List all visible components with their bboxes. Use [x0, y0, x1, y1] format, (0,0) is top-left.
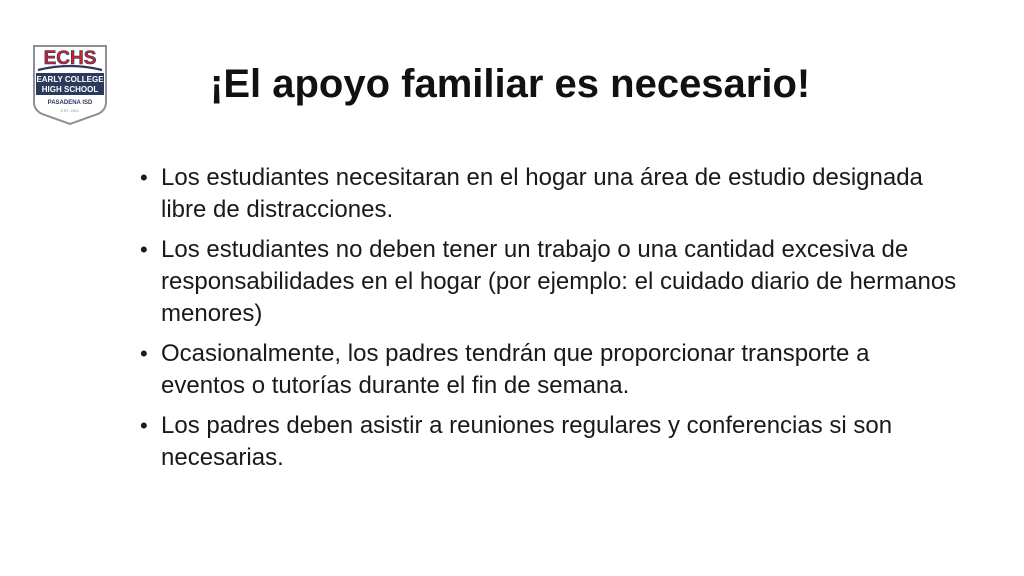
bullet-marker: •	[140, 413, 148, 438]
bullet-item	[138, 410, 958, 474]
bullet-text: Los estudiantes necesitaran en el hogar una área de estudio designada libre de distracciones.	[161, 164, 923, 223]
logo-district: PASADENA ISD	[47, 100, 93, 106]
logo-est: EST. 2011	[60, 108, 80, 113]
bullet-marker: •	[140, 341, 148, 366]
slide-title: ¡El apoyo familiar es necesario!	[210, 62, 811, 106]
logo-monogram: ECHS	[43, 48, 97, 69]
logo-line1: EARLY COLLEGE	[36, 75, 104, 84]
bullet-item	[138, 338, 958, 402]
bullet-text: Los estudiantes no deben tener un trabajo o una cantidad excesiva de responsabilidades en el hogar (por ejemplo: el cuidado diario de hermanos menores)	[161, 236, 957, 327]
bullet-marker: •	[140, 237, 148, 262]
bullet-list	[138, 162, 958, 482]
logo-line2: HIGH SCHOOL	[41, 85, 99, 94]
bullet-marker: •	[140, 165, 148, 190]
bullet-text: Ocasionalmente, los padres tendrán que proporcionar transporte a eventos o tutorías durante el fin de semana.	[161, 340, 870, 399]
echs-logo	[24, 36, 116, 126]
bullet-item	[138, 162, 958, 226]
bullet-text: Los padres deben asistir a reuniones regulares y conferencias si son necesarias.	[161, 412, 893, 471]
bullet-item	[138, 234, 958, 330]
